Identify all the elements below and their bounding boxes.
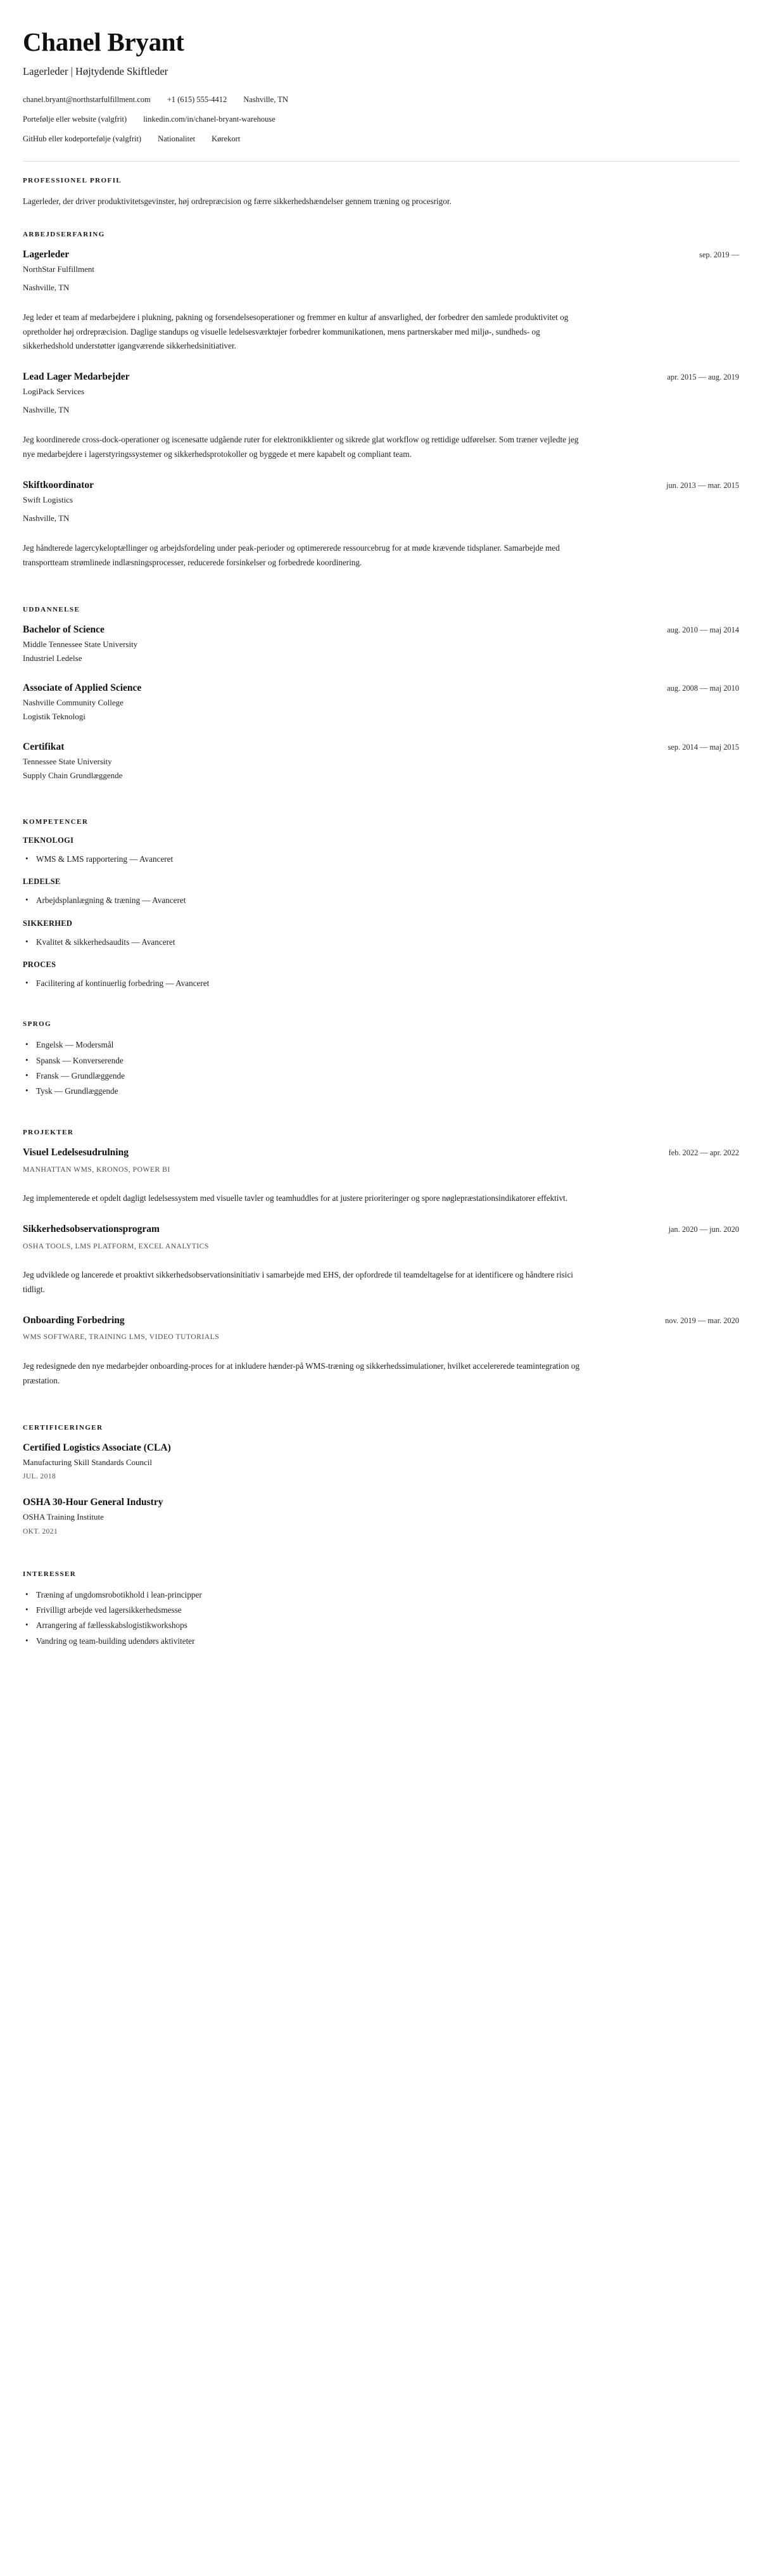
education-date: aug. 2010 — maj 2014	[667, 625, 739, 635]
certification-date: JUL. 2018	[23, 1473, 56, 1481]
education-entry-head	[23, 682, 739, 695]
education-date: aug. 2008 — maj 2010	[667, 684, 739, 693]
education-degree: Associate of Applied Science	[23, 682, 142, 694]
education-school: Nashville Community College	[23, 698, 124, 708]
experience-date: sep. 2019 —	[699, 250, 739, 259]
skill-group-title: PROCES	[23, 959, 56, 969]
certification-issuer: Manufacturing Skill Standards Council	[23, 1458, 153, 1468]
language-list	[23, 1038, 739, 1098]
project-stack: WMS SOFTWARE, TRAINING LMS, VIDEO TUTORIALS	[23, 1333, 220, 1342]
education-entry	[23, 682, 739, 723]
experience-company: LogiPack Services	[23, 386, 85, 396]
skill-group	[23, 877, 739, 907]
contact-location: Nashville, TN	[243, 95, 288, 105]
experience-entry-head	[23, 371, 739, 384]
skill-item: • Kvalitet & sikkerhedsaudits — Avanceret	[23, 935, 739, 949]
experience-role: Lead Lager Medarbejder	[23, 371, 130, 382]
project-entry-head	[23, 1314, 739, 1328]
education-field: Supply Chain Grundlæggende	[23, 770, 123, 780]
skill-group	[23, 836, 739, 866]
section-title-profile: PROFESSIONEL PROFIL	[23, 176, 122, 184]
experience-date: apr. 2015 — aug. 2019	[667, 372, 739, 381]
section-title-education: UDDANNELSE	[23, 606, 80, 614]
section-title-interests: INTERESSER	[23, 1570, 77, 1578]
certification-date: OKT. 2021	[23, 1527, 58, 1535]
project-description: Jeg implementerede et opdelt dagligt ledelsessystem med visuelle tavler og teamhuddles for at justere prioriteringer og spore nøglepræstationsindikatorer effektivt.	[23, 1193, 567, 1203]
project-name: Onboarding Forbedring	[23, 1314, 125, 1326]
project-date: jan. 2020 — jun. 2020	[668, 1224, 739, 1234]
section-profile	[23, 177, 739, 209]
project-entry	[23, 1146, 739, 1206]
experience-description: Jeg leder et team af medarbejdere i plukning, pakning og forsendelsesoperationer og fremmer en kultur af ansvarlighed, der forbedrer den samlede produktivitet og opretholder høj ordrepræcision. Daglige standups og visuelle ledelsesværktøjer forbedrer kommunikationen, mens partnerskaber med miljø-, sundheds- og sikkerhedshold understøtter igangværende sikkerhedsinitiativer.	[23, 312, 569, 351]
section-skills	[23, 818, 739, 990]
contact-github[interactable]: GitHub eller kodeportefølje (valgfrit)	[23, 134, 142, 144]
skill-group-title: TEKNOLOGI	[23, 835, 74, 845]
section-languages	[23, 1020, 739, 1098]
experience-role: Skiftkoordinator	[23, 479, 94, 490]
skill-list	[23, 852, 739, 866]
education-entry	[23, 741, 739, 782]
section-title-languages: SPROG	[23, 1020, 52, 1028]
skill-group	[23, 960, 739, 990]
section-projects	[23, 1129, 739, 1388]
education-date: sep. 2014 — maj 2015	[668, 742, 739, 752]
experience-location: Nashville, TN	[23, 513, 70, 523]
project-entry	[23, 1223, 739, 1297]
section-certifications	[23, 1424, 739, 1537]
interest-item: • Frivilligt arbejde ved lagersikkerhedsmesse	[23, 1603, 739, 1617]
certification-entry	[23, 1442, 739, 1482]
section-interests	[23, 1570, 739, 1648]
profile-summary: Lagerleder, der driver produktivitetsgevinster, høj ordrepræcision og færre sikkerhedshændelser gennem træning og procesrigor.	[23, 196, 452, 206]
certification-issuer: OSHA Training Institute	[23, 1512, 104, 1522]
skill-group-title: SIKKERHED	[23, 918, 73, 928]
candidate-name: Chanel Bryant	[23, 27, 184, 56]
interest-item: • Vandring og team-building udendørs aktiviteter	[23, 1634, 739, 1648]
certification-name: Certified Logistics Associate (CLA)	[23, 1442, 171, 1454]
education-entry	[23, 624, 739, 665]
education-school: Tennessee State University	[23, 756, 112, 766]
education-field: Industriel Ledelse	[23, 653, 82, 663]
experience-location: Nashville, TN	[23, 282, 70, 292]
project-stack: OSHA TOOLS, LMS PLATFORM, EXCEL ANALYTICS	[23, 1241, 209, 1250]
contact-drivers-license: Kørekort	[212, 134, 241, 144]
education-school: Middle Tennessee State University	[23, 639, 138, 650]
experience-entry-head	[23, 248, 739, 262]
certification-entry	[23, 1496, 739, 1537]
skill-item: • WMS & LMS rapportering — Avanceret	[23, 852, 739, 866]
interest-item: • Træning af ungdomsrobotikhold i lean-principper	[23, 1588, 739, 1601]
experience-entry	[23, 479, 739, 570]
section-title-projects: PROJEKTER	[23, 1128, 74, 1136]
experience-description: Jeg koordinerede cross-dock-operationer og iscenesatte udgående ruter for elektronikklienter og sikrede glat workflow og rettidige udførelser. Som træner vejledte jeg nye medarbejdere i lagerstyringssystemer og sikkerhedsprotokoller og byggede et mere kapabelt og compliant team.	[23, 435, 579, 459]
section-experience	[23, 231, 739, 570]
project-description: Jeg redesignede den nye medarbejder onboarding-proces for at inkludere hænder-på WMS-træning og sikkerhedssimulationer, hvilket accelererede teamintegration og præstation.	[23, 1361, 580, 1385]
resume-header	[23, 28, 739, 144]
contact-row-web	[23, 114, 739, 125]
experience-entry-head	[23, 479, 739, 492]
interest-item: • Arrangering af fællesskabslogistikworkshops	[23, 1618, 739, 1632]
certification-name: OSHA 30-Hour General Industry	[23, 1497, 163, 1508]
language-item: • Tysk — Grundlæggende	[23, 1084, 739, 1098]
skill-group	[23, 919, 739, 949]
skill-list	[23, 977, 739, 990]
experience-date: jun. 2013 — mar. 2015	[666, 480, 739, 490]
section-title-experience: ARBEJDSERFARING	[23, 230, 105, 238]
contact-row-extra	[23, 134, 739, 144]
skill-list	[23, 894, 739, 907]
contact-email[interactable]: chanel.bryant@northstarfulfillment.com	[23, 95, 151, 105]
skill-group-title: LEDELSE	[23, 877, 61, 887]
contact-phone[interactable]: +1 (615) 555-4412	[167, 95, 227, 105]
experience-role: Lagerleder	[23, 248, 70, 260]
experience-entry	[23, 248, 739, 354]
experience-location: Nashville, TN	[23, 405, 70, 415]
project-date: nov. 2019 — mar. 2020	[665, 1316, 739, 1325]
experience-company: Swift Logistics	[23, 494, 73, 504]
education-entry-head	[23, 624, 739, 637]
section-title-skills: KOMPETENCER	[23, 817, 89, 826]
project-entry	[23, 1314, 739, 1388]
skill-list	[23, 935, 739, 949]
experience-company: NorthStar Fulfillment	[23, 264, 95, 274]
section-education	[23, 606, 739, 782]
contact-nationality: Nationalitet	[158, 134, 196, 144]
contact-linkedin[interactable]: linkedin.com/in/chanel-bryant-warehouse	[143, 115, 276, 124]
project-description: Jeg udviklede og lancerede et proaktivt sikkerhedsobservationsinitiativ i samarbejde med EHS, der opfordrede til teamdeltagelse for at identificere og håndtere risici tidligt.	[23, 1270, 573, 1294]
project-entry-head	[23, 1223, 739, 1236]
contact-row-primary	[23, 94, 739, 105]
interest-list	[23, 1588, 739, 1648]
header-divider	[23, 161, 739, 162]
project-entry-head	[23, 1146, 739, 1160]
experience-entry	[23, 371, 739, 462]
education-degree: Certifikat	[23, 741, 65, 752]
language-item: • Engelsk — Modersmål	[23, 1038, 739, 1051]
skill-item: • Arbejdsplanlægning & træning — Avanceret	[23, 894, 739, 907]
project-stack: MANHATTAN WMS, KRONOS, POWER BI	[23, 1165, 170, 1174]
project-date: feb. 2022 — apr. 2022	[668, 1148, 739, 1157]
contact-portfolio[interactable]: Portefølje eller website (valgfrit)	[23, 115, 127, 124]
candidate-headline: Lagerleder | Højtydende Skiftleder	[23, 65, 168, 77]
section-title-certifications: CERTIFICERINGER	[23, 1424, 103, 1432]
project-name: Visuel Ledelsesudrulning	[23, 1146, 129, 1158]
education-entry-head	[23, 741, 739, 754]
education-degree: Bachelor of Science	[23, 624, 104, 636]
experience-description: Jeg håndterede lagercykeloptællinger og arbejdsfordeling under peak-perioder og optimererede ressourcebrug for at møde krævende tidsplaner. Samarbejde med transportteam strømlinede indlæsningsprocesser, reducerede forsinkelser og forbedrede koordinering.	[23, 542, 560, 567]
language-item: • Fransk — Grundlæggende	[23, 1069, 739, 1082]
education-field: Logistik Teknologi	[23, 712, 86, 722]
project-name: Sikkerhedsobservationsprogram	[23, 1223, 160, 1234]
language-item: • Spansk — Konverserende	[23, 1054, 739, 1067]
skill-item: • Facilitering af kontinuerlig forbedring — Avanceret	[23, 977, 739, 990]
